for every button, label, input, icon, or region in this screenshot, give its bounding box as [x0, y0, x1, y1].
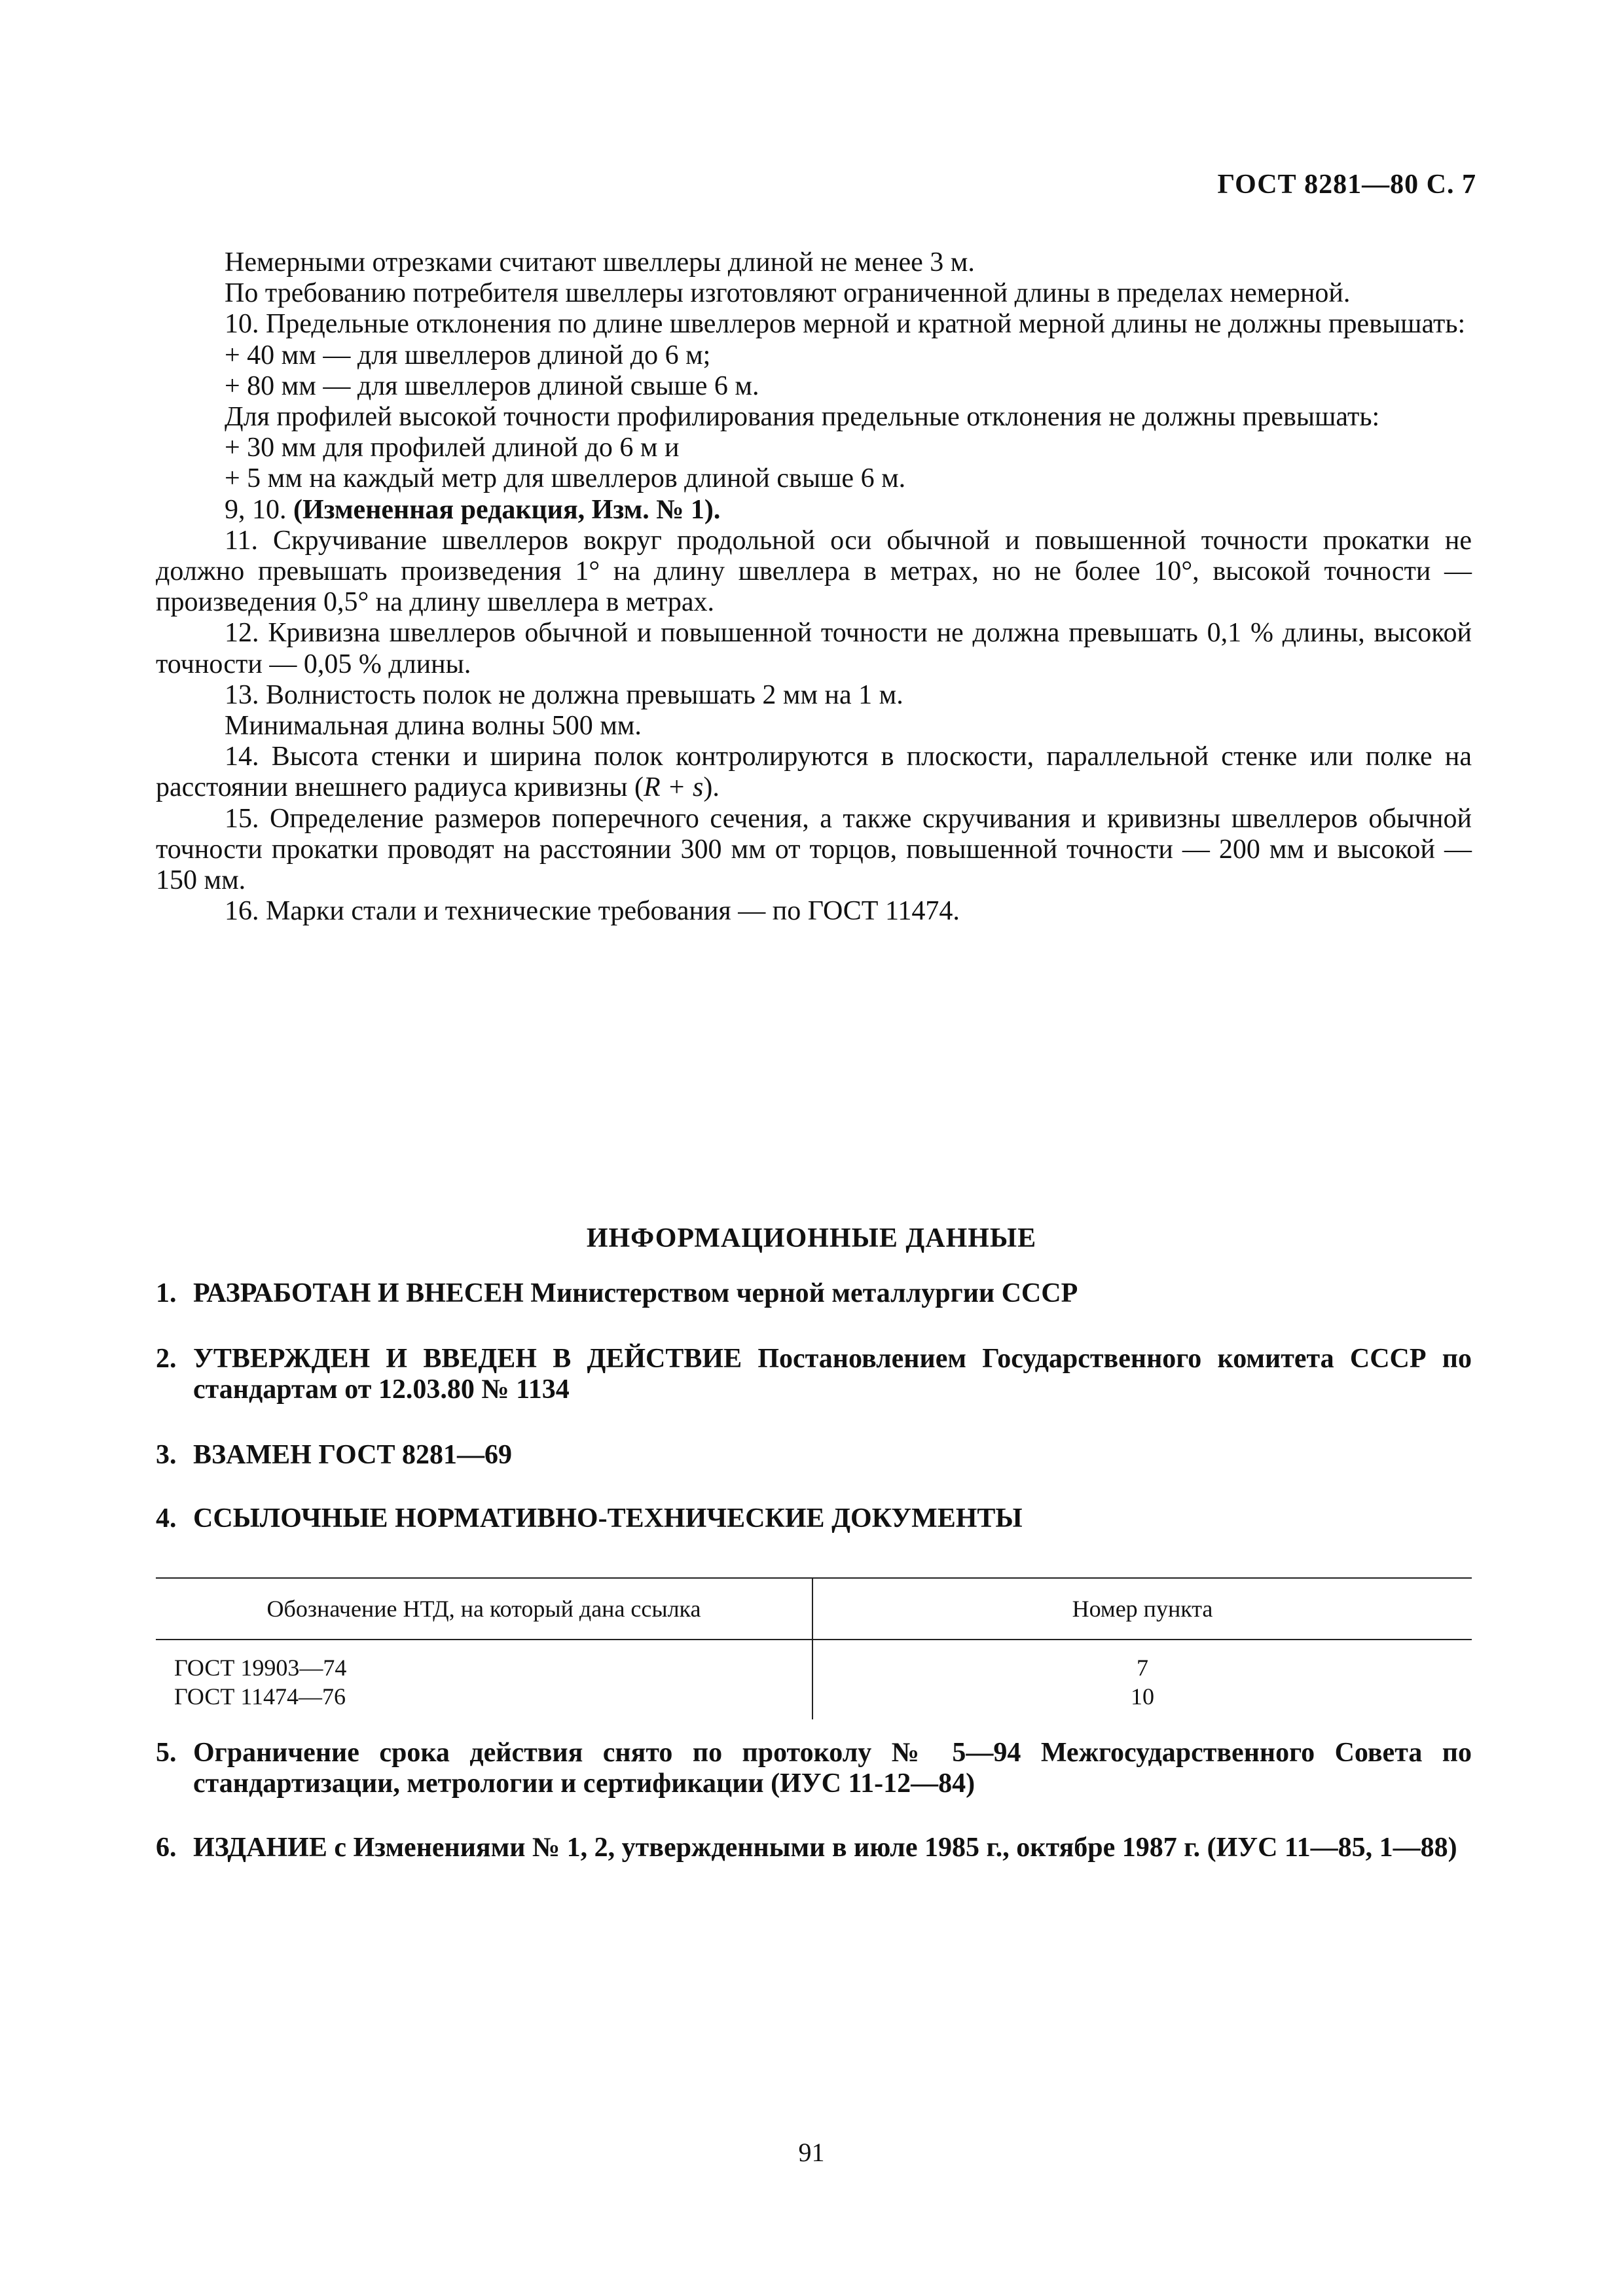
- table-cell-items: [812, 1640, 1472, 1719]
- info-item-number: 4.: [156, 1503, 177, 1534]
- text-part: ).: [703, 772, 720, 803]
- info-item-number: 6.: [156, 1833, 177, 1863]
- paragraph: + 30 мм для профилей длиной до 6 м и: [225, 433, 680, 463]
- item-number: 10: [1131, 1683, 1154, 1710]
- paragraph: 16. Марки стали и технические требования — по ГОСТ 11474.: [225, 896, 960, 927]
- text-part: 14. Высота стенки и ширина полок контролируются в плоскости, параллельной стенке или полке на расстоянии внешнего радиуса кривизны (: [156, 742, 1472, 803]
- paragraph: 15. Определение размеров поперечного сечения, а также скручивания и кривизны швеллеров обычной точности прокатки проводят на расстоянии 300 мм от торцов, повышенной точности — 200 мм и высокой — 150 мм.: [156, 803, 1472, 896]
- info-item-text: ИЗДАНИЕ с Изменениями № 1, 2, утвержденными в июле 1985 г., октябре 1987 г. (ИУС 11—85, 1—88): [193, 1833, 1457, 1863]
- paragraph: + 5 мм на каждый метр для швеллеров длиной свыше 6 м.: [225, 463, 906, 494]
- document-ref: ГОСТ 11474—76: [174, 1683, 346, 1710]
- info-item: [156, 1738, 1472, 1799]
- info-item-number: 3.: [156, 1440, 177, 1470]
- reference-table-grid: [156, 1577, 1472, 1719]
- info-item-number: 2.: [156, 1344, 177, 1374]
- paragraph: + 40 мм — для швеллеров длиной до 6 м;: [225, 340, 711, 370]
- paragraph: 10. Предельные отклонения по длине швеллеров мерной и кратной мерной длины не должны превышать:: [225, 309, 1466, 340]
- paragraph: [156, 495, 1472, 526]
- column-header-item: Номер пункта: [812, 1578, 1472, 1640]
- info-item: [156, 1278, 1472, 1309]
- formula: R + s: [644, 772, 704, 803]
- amendment-note: (Измененная редакция, Изм. № 1).: [293, 494, 721, 525]
- table-row: [156, 1640, 1472, 1719]
- paragraph: Минимальная длина волны 500 мм.: [225, 711, 642, 742]
- info-item-text: РАЗРАБОТАН И ВНЕСЕН Министерством черной металлургии СССР: [193, 1278, 1078, 1308]
- table-header-row: [156, 1578, 1472, 1640]
- paragraph: Немерными отрезками считают швеллеры длиной не менее 3 м.: [225, 247, 975, 278]
- info-item-text: Ограничение срока действия снято по протоколу № 5—94 Межгосударственного Совета по стандартизации, метрологии и сертификации (ИУС 11-12—84): [193, 1738, 1472, 1799]
- paragraph: 12. Кривизна швеллеров обычной и повышенной точности не должна превышать 0,1 % длины, высокой точности — 0,05 % длины.: [156, 618, 1472, 679]
- info-item-text: ССЫЛОЧНЫЕ НОРМАТИВНО-ТЕХНИЧЕСКИЕ ДОКУМЕНТЫ: [193, 1503, 1023, 1534]
- paragraph: [156, 742, 1472, 803]
- paragraph: + 80 мм — для швеллеров длиной свыше 6 м.: [225, 370, 759, 401]
- reference-table: [156, 1577, 1472, 1719]
- paragraph: Для профилей высокой точности профилирования предельные отклонения не должны превышать:: [225, 402, 1380, 433]
- info-item-number: 1.: [156, 1278, 177, 1308]
- info-item-number: 5.: [156, 1738, 177, 1768]
- item-number: 7: [1137, 1655, 1148, 1681]
- paragraph: 11. Скручивание швеллеров вокруг продольной оси обычной и повышенной точности прокатки не должно превышать произведения 1° на длину швеллера в метрах, но не более 10°, высокой точности — произведения 0,5° на длину швеллера в метрах.: [156, 525, 1472, 618]
- paragraph: 13. Волнистость полок не должна превышать 2 мм на 1 м.: [225, 679, 903, 710]
- info-item: [156, 1440, 1472, 1471]
- info-item-text: ВЗАМЕН ГОСТ 8281—69: [193, 1440, 513, 1470]
- column-header-document: Обозначение НТД, на который дана ссылка: [156, 1578, 812, 1640]
- info-item: [156, 1344, 1472, 1405]
- clause-number: 9, 10.: [225, 494, 287, 525]
- table-cell-documents: [156, 1640, 812, 1719]
- document-ref: ГОСТ 19903—74: [174, 1655, 347, 1681]
- info-section-title: ИНФОРМАЦИОННЫЕ ДАННЫЕ: [586, 1223, 1037, 1253]
- info-item-text: УТВЕРЖДЕН И ВВЕДЕН В ДЕЙСТВИЕ Постановлением Государственного комитета СССР по стандартам от 12.03.80 № 1134: [193, 1344, 1472, 1405]
- page-number: 91: [798, 2138, 825, 2167]
- info-item: [156, 1833, 1472, 1863]
- body-text: [156, 247, 1472, 927]
- page-header: ГОСТ 8281—80 С. 7: [1217, 170, 1476, 200]
- info-item: [156, 1503, 1472, 1534]
- paragraph: По требованию потребителя швеллеры изготовляют ограниченной длины в пределах немерной.: [225, 278, 1351, 309]
